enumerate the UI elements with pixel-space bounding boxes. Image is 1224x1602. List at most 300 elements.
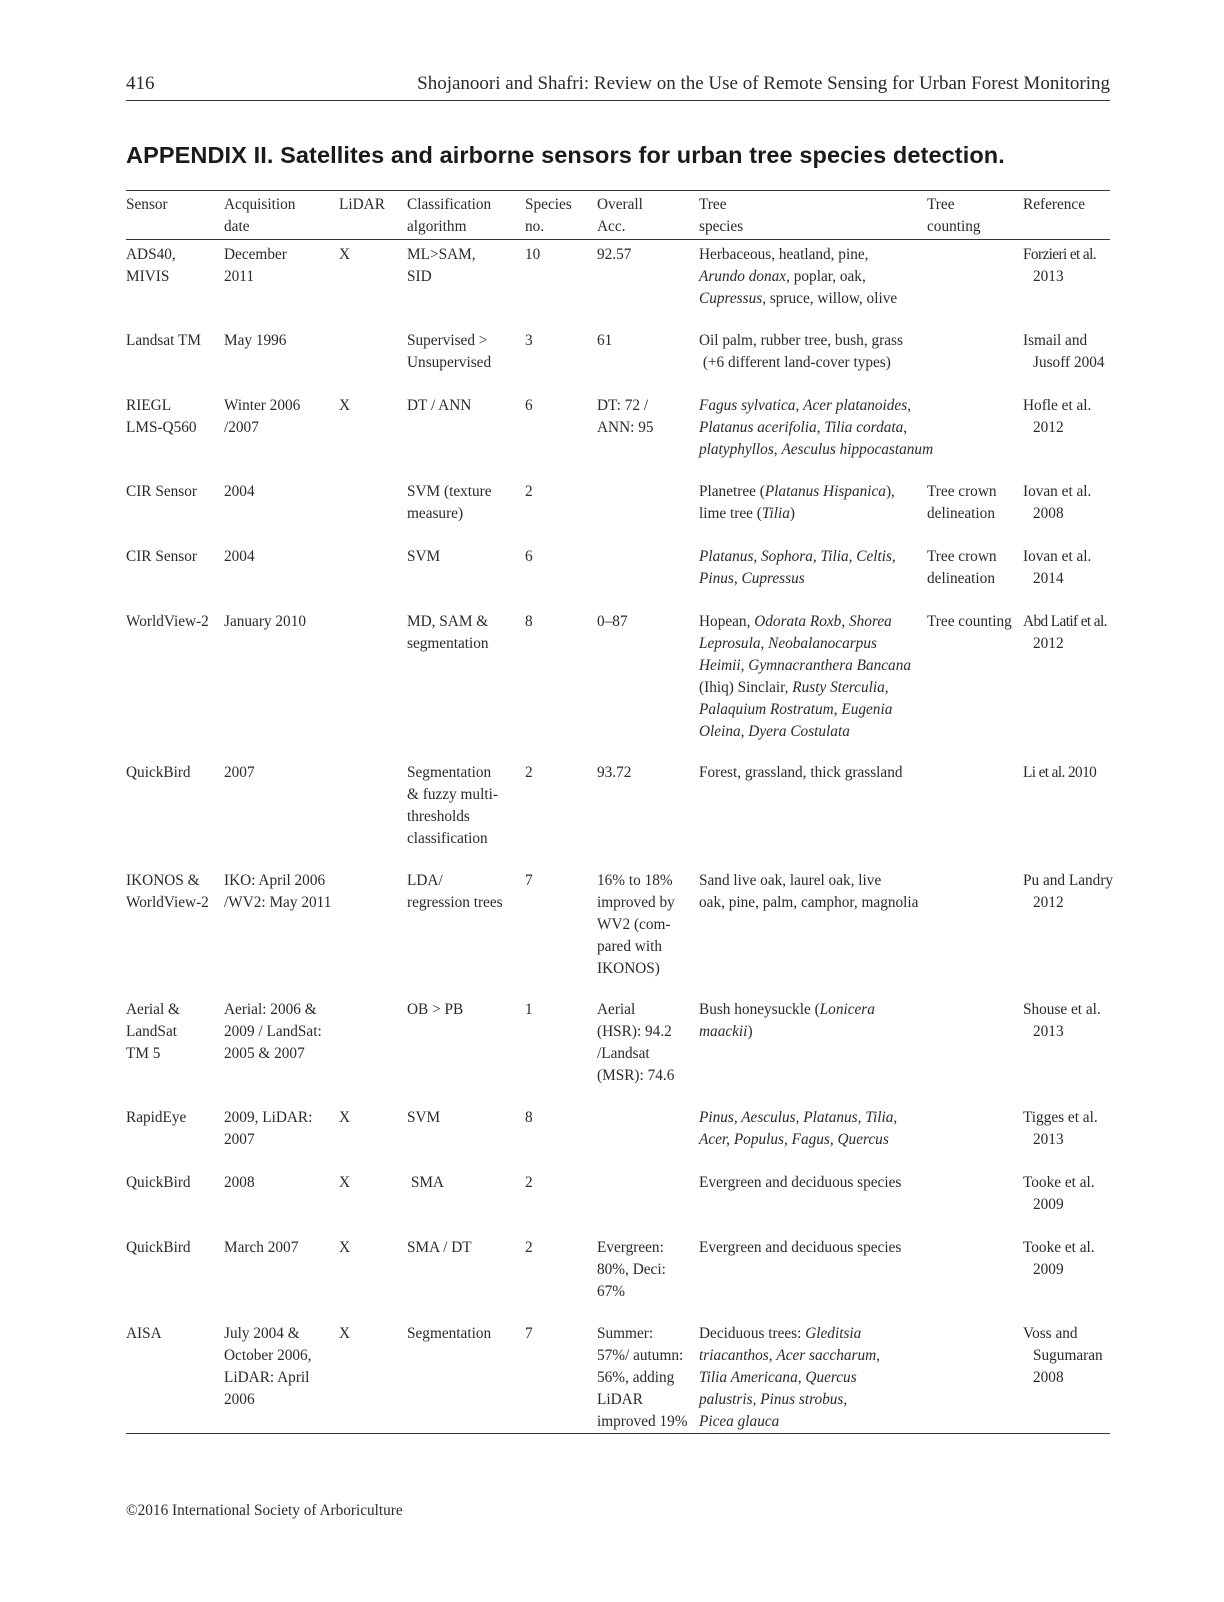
sensor-cell	[126, 1168, 224, 1233]
date-cell	[224, 995, 339, 1103]
species-count-cell: 6	[525, 547, 533, 565]
lidar-cell: X	[339, 246, 351, 263]
tree-species-cell	[699, 995, 927, 1103]
column-header-line: species	[699, 218, 744, 235]
date-cell-line: May 1996	[224, 331, 287, 349]
species-text: Sand live oak, laurel oak, live	[699, 871, 882, 889]
table-row	[126, 1103, 1110, 1168]
sensor-cell-line: Aerial &	[126, 1000, 180, 1018]
tree-counting-cell	[927, 391, 1023, 477]
species-text: ,	[903, 418, 908, 436]
date-cell-line: LiDAR: April	[224, 1368, 310, 1386]
algorithm-cell-line: SVM (texture	[407, 482, 492, 500]
species-text: triacanthos	[699, 1346, 769, 1364]
species-text: Hopean,	[699, 612, 755, 630]
reference-cell	[1023, 1103, 1110, 1168]
date-cell	[224, 758, 339, 866]
species-text: Lonicera	[819, 1000, 875, 1018]
table-row	[126, 326, 1110, 391]
column-header-line: Overall	[597, 196, 643, 213]
tree-counting-cell	[927, 326, 1023, 391]
tree-species-line	[699, 266, 923, 288]
tree-species-line	[699, 892, 923, 914]
reference-cell-line: 2013	[1033, 1022, 1064, 1040]
species-text: Platanus acerifolia	[699, 418, 817, 436]
algorithm-cell-line: classification	[407, 829, 488, 847]
table-row	[126, 542, 1110, 607]
tree-species-cell	[699, 240, 927, 326]
sensor-cell	[126, 326, 224, 391]
species-text: Acer saccharum	[776, 1346, 877, 1364]
tree-species-line	[699, 1345, 923, 1367]
tree-species-line	[699, 1389, 923, 1411]
species-text: ,	[752, 1390, 761, 1408]
tree-species-line	[699, 352, 923, 374]
tree-species-line	[699, 655, 923, 677]
tree-species-line	[699, 244, 923, 266]
table-row	[126, 1233, 1110, 1319]
tree-species-cell	[699, 758, 927, 866]
reference-cell-line: Sugumaran	[1033, 1346, 1103, 1364]
reference-cell	[1023, 326, 1110, 391]
sensor-cell-line: RapidEye	[126, 1108, 187, 1126]
accuracy-cell-line: IKONOS)	[597, 959, 660, 977]
reference-cell-line: Abd Latif et al.	[1023, 612, 1107, 630]
table-row	[126, 607, 1110, 758]
algorithm-cell-line: Segmentation	[407, 763, 492, 781]
reference-cell-line: Ismail and	[1023, 331, 1088, 349]
date-cell	[224, 477, 339, 542]
sensor-cell	[126, 477, 224, 542]
species-text: , spruce, willow, olive	[762, 290, 898, 307]
table-row	[126, 391, 1110, 477]
tree-counting-cell	[927, 995, 1023, 1103]
tree-species-line	[699, 1323, 923, 1345]
tree-species-cell	[699, 542, 927, 607]
species-count-cell: 1	[525, 1000, 533, 1018]
tree-counting-cell	[927, 1319, 1023, 1434]
reference-cell	[1023, 477, 1110, 542]
tree-counting-cell	[927, 542, 1023, 607]
reference-cell-line: 2012	[1033, 418, 1064, 436]
species-count-cell: 2	[525, 1173, 533, 1191]
table-header-row	[126, 191, 1110, 240]
species-text: Oil palm, rubber tree, bush, grass	[699, 331, 903, 349]
table-row	[126, 1319, 1110, 1434]
tree-species-line	[699, 503, 923, 525]
tree-species-line	[699, 1411, 923, 1433]
algorithm-cell	[407, 1103, 525, 1168]
algorithm-cell-line: ML>SAM,	[407, 246, 476, 263]
reference-cell-line: Iovan et al.	[1023, 547, 1092, 565]
species-text: ,	[797, 1368, 806, 1386]
date-cell-line: December	[224, 246, 287, 263]
algorithm-cell-line: & fuzzy multi-	[407, 785, 498, 803]
sensor-cell	[126, 1103, 224, 1168]
accuracy-cell	[597, 758, 699, 866]
accuracy-cell	[597, 477, 699, 542]
tree-species-line	[699, 395, 923, 417]
tree-species-line	[699, 481, 923, 503]
species-text: ,	[884, 678, 889, 696]
reference-cell-line: Hofle et al.	[1023, 396, 1092, 414]
reference-cell-line: 2009	[1033, 1260, 1064, 1278]
sensor-cell-line: Landsat TM	[126, 331, 201, 349]
date-cell-line: March 2007	[224, 1238, 299, 1256]
lidar-cell: X	[339, 396, 351, 414]
accuracy-cell-line: 16% to 18%	[597, 871, 673, 889]
date-cell	[224, 391, 339, 477]
sensor-cell-line: QuickBird	[126, 1238, 191, 1256]
lidar-cell: X	[339, 1108, 351, 1126]
algorithm-cell-line: segmentation	[407, 634, 489, 652]
date-cell	[224, 866, 339, 995]
algorithm-cell-line: MD, SAM &	[407, 612, 489, 630]
tree-species-line	[699, 1021, 923, 1043]
sensor-cell	[126, 758, 224, 866]
algorithm-cell	[407, 607, 525, 758]
appendix-table	[126, 190, 1114, 1434]
algorithm-cell-line: LDA/	[407, 871, 443, 889]
species-text: lime tree (	[699, 504, 762, 522]
lidar-cell	[339, 607, 407, 758]
species-text: Acer, Populus, Fagus, Quercus	[699, 1130, 889, 1148]
tree-species-cell	[699, 866, 927, 995]
species-text: Platanus, Sophora, Tilia, Celtis,	[699, 547, 896, 565]
reference-cell	[1023, 607, 1110, 758]
accuracy-cell-line: Summer:	[597, 1324, 654, 1342]
species-text: Aesculus hippocastanum	[781, 440, 934, 458]
tree-species-line	[699, 1237, 923, 1259]
species-text: ,	[833, 700, 842, 718]
tree-species-line	[699, 439, 934, 461]
date-cell	[224, 1168, 339, 1233]
sensor-cell	[126, 866, 224, 995]
species-count-cell: 7	[525, 871, 533, 889]
tree-species-cell	[699, 1168, 927, 1233]
species-text: Cupressus	[699, 290, 763, 307]
species-text: Neobalanocarpus	[768, 634, 877, 652]
column-header	[1023, 191, 1110, 240]
reference-cell-line: 2014	[1033, 569, 1064, 587]
accuracy-cell-line: improved by	[597, 893, 675, 911]
species-count-cell: 8	[525, 612, 533, 630]
species-text: Herbaceous, heatland, pine,	[699, 246, 869, 263]
species-text: Leprosula	[699, 634, 761, 652]
species-text: ,	[876, 1346, 880, 1364]
reference-cell-line: 2008	[1033, 504, 1064, 522]
accuracy-cell	[597, 866, 699, 995]
date-cell-line: 2008	[224, 1173, 255, 1191]
reference-cell	[1023, 758, 1110, 866]
algorithm-cell	[407, 995, 525, 1103]
reference-cell-line: Forzieri et al.	[1023, 246, 1096, 263]
accuracy-cell-line: LiDAR	[597, 1390, 643, 1408]
algorithm-cell-line: SMA	[407, 1173, 444, 1191]
species-count-cell: 6	[525, 396, 533, 414]
species-text: Bush honeysuckle (	[699, 1000, 820, 1018]
accuracy-cell	[597, 1103, 699, 1168]
date-cell	[224, 1103, 339, 1168]
species-text: Platanus Hispanica	[764, 482, 886, 500]
table-row	[126, 758, 1110, 866]
accuracy-cell-line: 0–87	[597, 612, 628, 630]
sensor-cell-line: CIR Sensor	[126, 482, 197, 500]
sensor-cell-line: AISA	[126, 1324, 162, 1342]
tree-species-line	[699, 721, 923, 743]
accuracy-cell-line: pared with	[597, 937, 662, 955]
tree-species-line	[699, 699, 923, 721]
reference-cell-line: 2013	[1033, 1130, 1064, 1148]
sensor-cell	[126, 240, 224, 326]
species-text: Arundo donax	[699, 268, 787, 285]
species-text: ,	[843, 1390, 848, 1408]
species-count-cell: 2	[525, 482, 533, 500]
tree-counting-cell	[927, 1103, 1023, 1168]
sensor-cell-line: RIEGL	[126, 396, 172, 414]
tree-counting-cell	[927, 240, 1023, 326]
accuracy-cell-line: 80%, Deci:	[597, 1260, 666, 1278]
table-row	[126, 995, 1110, 1103]
sensor-cell-line: LMS-Q560	[126, 418, 197, 436]
column-header	[597, 191, 699, 240]
column-header-line: no.	[525, 218, 545, 235]
accuracy-cell	[597, 542, 699, 607]
column-header-line: Tree	[699, 196, 727, 213]
lidar-cell: X	[339, 1173, 351, 1191]
date-cell-line: /WV2: May 2011	[224, 893, 332, 911]
species-text: Tilia	[761, 504, 790, 522]
species-text: platyphyllos	[699, 440, 774, 458]
accuracy-cell-line: 61	[597, 331, 613, 349]
tree-counting-cell	[927, 1168, 1023, 1233]
algorithm-cell-line: SMA / DT	[407, 1238, 472, 1256]
species-text: maackii	[699, 1022, 748, 1040]
column-header-line: counting	[927, 218, 981, 235]
species-text: ,	[795, 396, 804, 414]
species-text: Picea glauca	[699, 1412, 780, 1430]
accuracy-cell-line: 56%, adding	[597, 1368, 675, 1386]
sensor-cell-line: MIVIS	[126, 268, 170, 285]
reference-cell-line: Shouse et al.	[1023, 1000, 1101, 1018]
column-header-line: Acquisition	[224, 196, 296, 213]
tree-species-line	[699, 1129, 923, 1151]
species-text: ),	[885, 482, 895, 500]
species-count-cell: 2	[525, 1238, 533, 1256]
species-text: ,	[816, 418, 825, 436]
species-count-cell: 3	[525, 331, 533, 349]
column-header-line: algorithm	[407, 218, 467, 235]
column-header	[699, 191, 927, 240]
column-header	[339, 191, 407, 240]
reference-cell-line: Tigges et al.	[1023, 1108, 1098, 1126]
reference-cell-line: Jusoff 2004	[1033, 353, 1105, 371]
algorithm-cell	[407, 1319, 525, 1434]
appendix-title: APPENDIX II. Satellites and airborne sensors for urban tree species detection.	[126, 142, 1005, 168]
date-cell-line: /2007	[224, 418, 259, 436]
column-header-line: Sensor	[126, 196, 168, 213]
accuracy-cell	[597, 391, 699, 477]
accuracy-cell	[597, 607, 699, 758]
column-header-line: Species	[525, 196, 572, 213]
algorithm-cell	[407, 477, 525, 542]
sensor-cell-line: QuickBird	[126, 1173, 191, 1191]
table-row	[126, 240, 1110, 326]
tree-counting-cell	[927, 477, 1023, 542]
column-header	[927, 191, 1023, 240]
species-text: Pinus strobus	[760, 1390, 844, 1408]
sensor-cell	[126, 1319, 224, 1434]
running-head	[126, 70, 1110, 101]
algorithm-cell-line: thresholds	[407, 807, 470, 825]
species-text: Oleina	[699, 722, 741, 740]
tree-species-cell	[699, 1319, 927, 1434]
species-text: Heimii, Gymnacranthera Bancana	[699, 656, 911, 674]
species-text: , poplar, oak,	[786, 268, 866, 285]
lidar-cell	[339, 326, 407, 391]
sensor-cell	[126, 1233, 224, 1319]
tree-species-line	[699, 1367, 923, 1389]
algorithm-cell-line: DT / ANN	[407, 396, 472, 414]
page-number: 416	[126, 73, 155, 94]
tree-species-line	[699, 330, 923, 352]
species-text: Gleditsia	[805, 1324, 862, 1342]
tree-counting-cell-line: Tree crown	[927, 547, 997, 565]
species-text: (+6 different land-cover types)	[699, 353, 891, 371]
tree-species-line	[699, 999, 923, 1021]
column-header-line: Tree	[927, 196, 955, 213]
date-cell-line: 2007	[224, 1130, 255, 1148]
lidar-cell	[339, 542, 407, 607]
accuracy-cell-line: WV2 (com-	[597, 915, 671, 933]
date-cell-line: 2007	[224, 763, 255, 781]
species-text: Eugenia	[841, 700, 893, 718]
species-text: (Ihiq) Sinclair,	[699, 678, 793, 696]
species-text: )	[747, 1022, 753, 1040]
tree-species-line	[699, 762, 923, 784]
algorithm-cell-line: Unsupervised	[407, 353, 492, 371]
sensor-cell-line: TM 5	[126, 1044, 161, 1062]
tree-species-cell	[699, 326, 927, 391]
species-text: ,	[841, 612, 849, 630]
tree-counting-cell	[927, 866, 1023, 995]
algorithm-cell-line: regression trees	[407, 893, 503, 911]
date-cell-line: 2005 & 2007	[224, 1044, 305, 1062]
date-cell	[224, 542, 339, 607]
accuracy-cell-line: (MSR): 74.6	[597, 1066, 675, 1084]
sensor-cell-line: WorldView-2	[126, 893, 209, 911]
tree-counting-cell	[927, 1233, 1023, 1319]
tree-counting-cell	[927, 758, 1023, 866]
reference-cell-line: 2008	[1033, 1368, 1064, 1386]
date-cell	[224, 326, 339, 391]
tree-species-line	[699, 633, 923, 655]
algorithm-cell	[407, 1233, 525, 1319]
lidar-cell	[339, 758, 407, 866]
accuracy-cell-line: DT: 72 /	[597, 396, 649, 414]
species-text: Deciduous trees:	[699, 1324, 806, 1342]
reference-cell-line: Pu and Landry	[1023, 871, 1114, 889]
reference-cell-line: Tooke et al.	[1023, 1173, 1095, 1191]
accuracy-cell-line: 93.72	[597, 763, 632, 781]
date-cell-line: IKO: April 2006	[224, 871, 326, 889]
algorithm-cell-line: SID	[407, 268, 432, 285]
sensor-cell-line: ADS40,	[126, 246, 176, 263]
date-cell	[224, 240, 339, 326]
reference-cell-line: Iovan et al.	[1023, 482, 1092, 500]
accuracy-cell-line: ANN: 95	[597, 418, 654, 436]
accuracy-cell	[597, 1319, 699, 1434]
tree-species-line	[699, 546, 923, 568]
species-text: Dyera Costulata	[748, 722, 850, 740]
species-text: Quercus	[805, 1368, 857, 1386]
tree-species-line	[699, 1107, 923, 1129]
reference-cell-line: Tooke et al.	[1023, 1238, 1095, 1256]
species-text: Shorea	[849, 612, 892, 630]
sensor-cell	[126, 995, 224, 1103]
reference-cell-line: 2012	[1033, 893, 1064, 911]
column-header	[525, 191, 597, 240]
reference-cell	[1023, 240, 1110, 326]
species-count-cell: 8	[525, 1108, 533, 1126]
reference-cell	[1023, 391, 1110, 477]
date-cell-line: January 2010	[224, 612, 306, 630]
reference-cell	[1023, 1319, 1110, 1434]
accuracy-cell-line: Evergreen:	[597, 1238, 664, 1256]
species-text: Fagus sylvatica	[699, 396, 796, 414]
copyright-footer: ©2016 International Society of Arboriculture	[126, 1502, 403, 1519]
lidar-cell: X	[339, 1324, 351, 1342]
tree-counting-cell-line: Tree crown	[927, 482, 997, 500]
species-count-cell: 2	[525, 763, 533, 781]
date-cell-line: Aerial: 2006 &	[224, 1000, 317, 1018]
species-text: Planetree (	[699, 482, 765, 500]
accuracy-cell-line: 57%/ autumn:	[597, 1346, 684, 1364]
accuracy-cell-line: (HSR): 94.2	[597, 1022, 672, 1040]
table-row	[126, 866, 1110, 995]
accuracy-cell-line: Aerial	[597, 1000, 636, 1018]
tree-species-cell	[699, 391, 934, 477]
sensor-cell-line: LandSat	[126, 1022, 177, 1040]
date-cell-line: 2004	[224, 547, 255, 565]
sensor-cell-line: CIR Sensor	[126, 547, 197, 565]
tree-species-line	[699, 677, 923, 699]
tree-species-line	[699, 568, 923, 590]
species-count-cell: 10	[525, 246, 541, 263]
reference-cell-line: 2009	[1033, 1195, 1064, 1213]
accuracy-cell	[597, 326, 699, 391]
tree-species-line	[699, 611, 923, 633]
tree-species-line	[699, 417, 923, 439]
column-header-line: Classification	[407, 196, 492, 213]
tree-counting-cell-line: delineation	[927, 569, 995, 587]
tree-species-cell	[699, 1103, 927, 1168]
tree-species-line	[699, 288, 923, 310]
species-text: Evergreen and deciduous species	[699, 1173, 902, 1191]
species-text: ,	[768, 1346, 777, 1364]
reference-cell-line: 2013	[1033, 268, 1064, 285]
species-text: Pinus, Aesculus, Platanus, Tilia,	[699, 1108, 898, 1126]
sensor-cell	[126, 542, 224, 607]
date-cell	[224, 1233, 339, 1319]
reference-cell-line: Li et al. 2010	[1023, 763, 1097, 781]
species-text: )	[789, 504, 796, 522]
reference-cell	[1023, 866, 1114, 995]
species-text: ,	[907, 396, 912, 414]
tree-species-cell	[699, 607, 927, 758]
algorithm-cell	[407, 240, 525, 326]
sensor-cell-line: WorldView-2	[126, 612, 209, 630]
